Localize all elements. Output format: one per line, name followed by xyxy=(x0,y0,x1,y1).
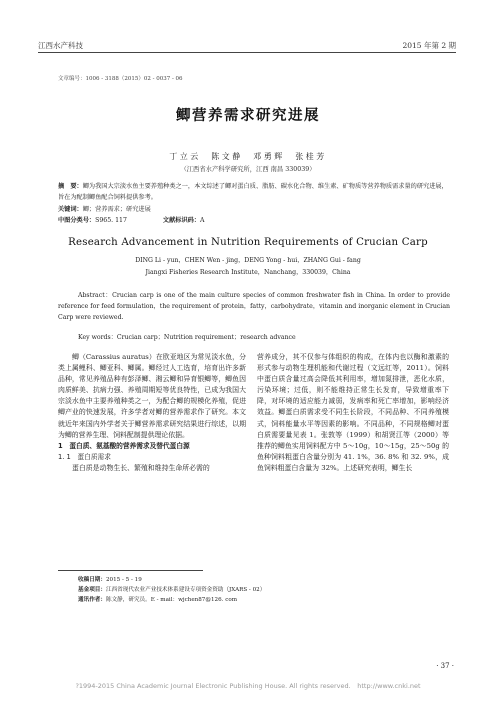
keywords-cn-text: 鲫；营养需求；研究进展 xyxy=(82,206,151,213)
affiliation-cn: （江西省水产科学研究所，江西 南昌 330039） xyxy=(180,166,316,173)
body-right-column xyxy=(257,352,449,474)
abstract-en: Abstract：Crucian carp is one of the main culture species of common freshwater fish in China. In order to provide reference for feed formulation，the requirement of protein，fatty，carbohydrate，vitamin and inorganic element in Crucian Carp were reviewed. xyxy=(58,292,450,322)
authors-cn: 丁立云 陈文静 邓勇辉 张桂芳 xyxy=(169,152,327,161)
keywords-cn-label: 关键词： xyxy=(58,206,83,213)
affiliation-en: Jiangxi Fisheries Research Institute，Nanchang，330039，China xyxy=(145,269,351,276)
authors-en: DING Li - yun，CHEN Wen - jing，DENG Yong - hui，ZHANG Gui - fang xyxy=(135,257,361,264)
section-heading-1: 1 蛋白质、氨基酸的营养需求及替代蛋白源 xyxy=(58,441,190,450)
abstract-cn-text: 鲫为我国大宗淡水鱼主要养殖种类之一，本文综述了鲫对蛋白质、脂肪、碳水化合物、维生素、矿物质等营养物质需求量的研究进展，旨在为配制鲫鱼配合饲料提供参考。 xyxy=(58,183,448,201)
running-header-issue: 2015 年第 2 期 xyxy=(402,41,456,50)
footnote-rule xyxy=(58,570,203,571)
classification-line xyxy=(58,216,450,227)
doc-code-label: 文献标识码： xyxy=(162,217,201,224)
page-number: · 37 · xyxy=(436,662,454,670)
page-title: 鲫营养需求研究进展 xyxy=(176,107,320,124)
intro-paragraph: 鲫（Carassius auratus）在欧亚地区为常见淡水鱼，分类上属鲤科、鲫亚科、鲫属。鲫经过人工选育，培育出许多新品种，常见养殖品种有彭泽鲫、湘云鲫和异育银鲫等，鲫鱼因肉质鲜美、抗病力强、养殖周期短等优良特性，已成为我国大宗淡水鱼中主要养殖种类之一，为配合鲫的规模化养殖，促进鲫产业的快速发展，许多学者对鲫的营养需求作了研究。本文就近年来国内外学者关于鲫营养需求研究结果进行综述，以期为鲫的营养生理、饲料配制提供理论依据。 xyxy=(58,353,246,439)
keywords-cn xyxy=(58,205,450,216)
classification-value: S965. 117 xyxy=(95,217,127,224)
fund-label: 基金项目： xyxy=(78,587,106,593)
fund-text: 江西省现代农业产业技术体系建设专项资金资助（JXARS - 02） xyxy=(105,587,266,593)
footnote-author xyxy=(78,595,237,603)
keywords-en: Key words：Crucian carp；Nutrition requirement；research advance xyxy=(78,334,296,341)
title-en: Research Advancement in Nutrition Requirements of Crucian Carp xyxy=(68,237,428,248)
article-number: 文章编号：1006 - 3188（2015）02 - 0037 - 06 xyxy=(58,76,183,82)
subsection-heading-1-1: 1. 1 蛋白质需求 xyxy=(58,452,111,461)
received-date: 2015 - 5 - 19 xyxy=(105,577,142,583)
author-label: 通讯作者： xyxy=(78,597,106,603)
abstract-cn-label: 摘 要： xyxy=(58,183,83,190)
doc-code-value: A xyxy=(200,217,205,224)
footnote-fund xyxy=(78,585,265,593)
classification-label: 中图分类号： xyxy=(58,217,96,224)
footnote-received xyxy=(78,575,142,583)
running-header-journal: 江西水产科技 xyxy=(38,41,83,50)
abstract-cn xyxy=(58,182,450,203)
received-label: 收稿日期： xyxy=(78,577,106,583)
protein-paragraph-continued: 营养成分，其不仅参与体组织的构成，在体内也以酶和激素的形式参与动物生理机能和代谢过程（文远红等，2011）。饲料中蛋白质含量过高会降低其利用率，增加氮排泄，恶化水质，污染环境；过低，则不能维持正常生长发育，导致增重率下降，对环境的适应能力减弱，发病率和死亡率增加，影响经济效益。鲫蛋白质需求受不同生长阶段，不同品种、不同养殖模式，饲料能量水平等因素的影响。不同品种，不同规格鲫对蛋白质需要量见表 1。张敦等（1999）和胡贤江等（2000）等推荐的鲫鱼实用饲料配方中 5～10g，10～15g，25～50g 的鱼种饲料粗蛋白含量分别为 41. 1%，36. 8% 和 32. 9%，成鱼饲料粗蛋白含量为 32%。上述研究表明，鲫生长 xyxy=(257,353,449,472)
header-rule xyxy=(38,52,456,53)
protein-paragraph-start: 蛋白质是动物生长、繁殖和维持生命所必需的 xyxy=(72,463,210,472)
author-text: 陈文静，研究员。E - mail：wjchen87@126. com xyxy=(105,597,237,603)
body-left-column xyxy=(58,352,246,474)
copyright-footer: ?1994-2015 China Academic Journal Electronic Publishing House. All rights reserved. http://www.cnki.net xyxy=(75,682,421,690)
